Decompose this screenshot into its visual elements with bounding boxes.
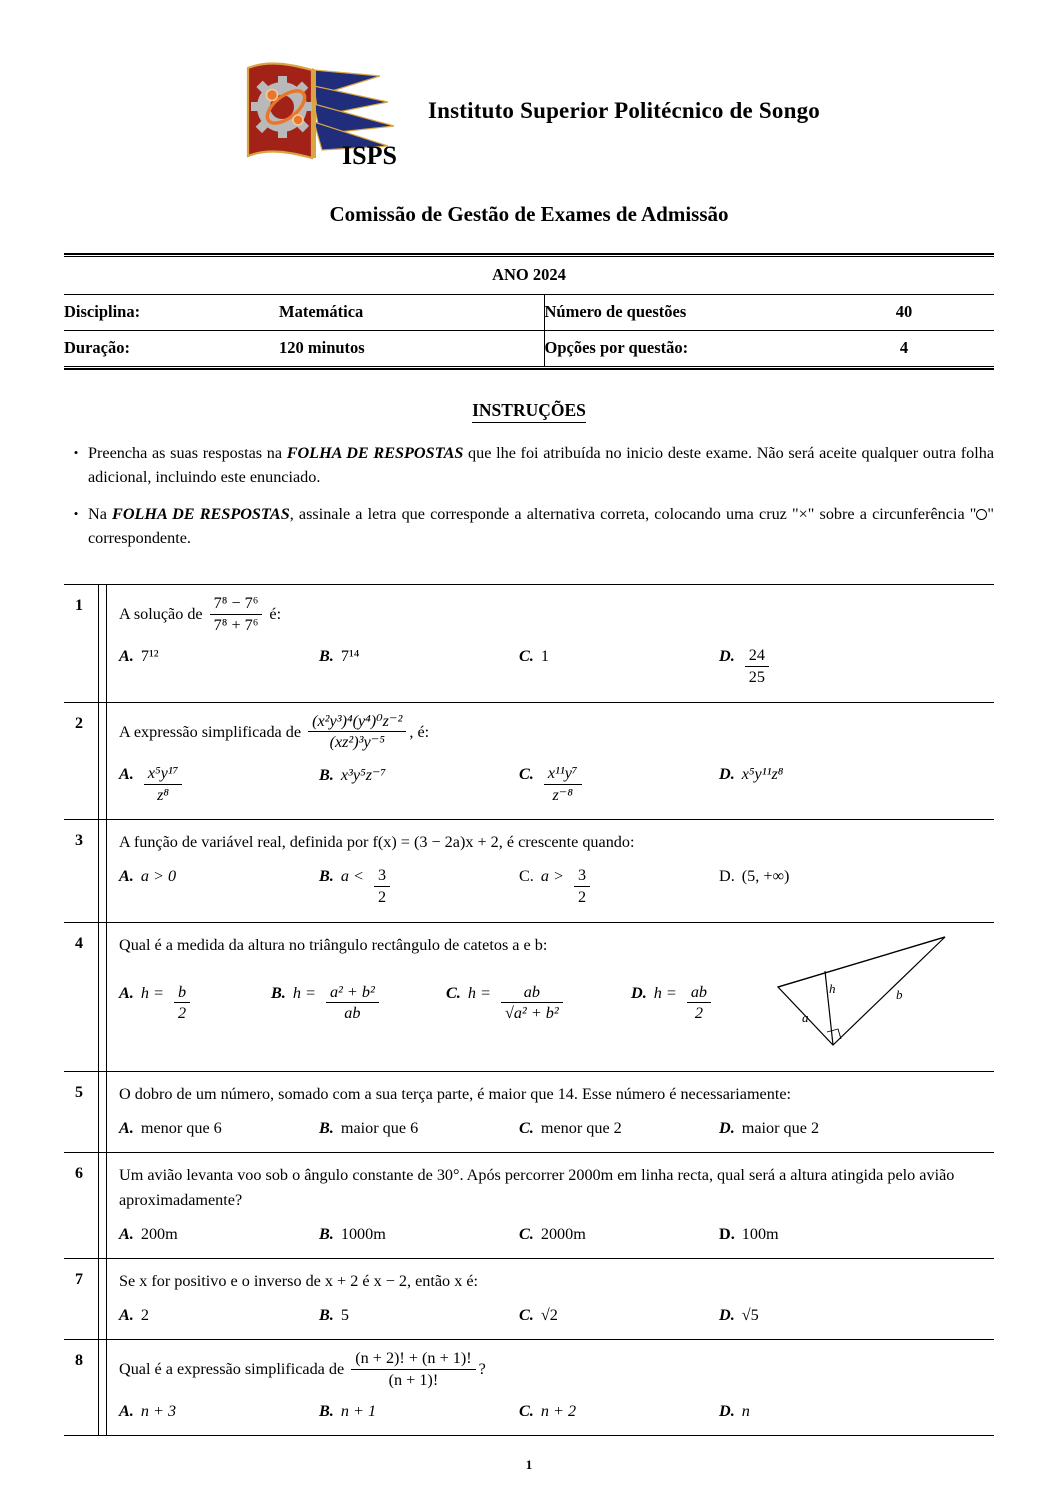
option-c-text: menor que 2 [540, 1118, 622, 1137]
instruction-item-2 [64, 502, 994, 551]
option-a-label: A. [119, 983, 134, 1002]
option-d-numerator: ab [687, 983, 711, 1004]
institution-name: Instituto Superior Politécnico de Songo [427, 98, 820, 123]
option-b-label: B. [319, 1224, 334, 1243]
instruction-2-part-a: Na [88, 504, 113, 523]
option-b-text: a < [340, 867, 364, 886]
instructions-heading-text: INSTRUÇÕES [472, 400, 586, 423]
question-stem: Qual é a medida da altura no triângulo rectângulo de catetos a e b: [119, 935, 548, 954]
option-c-label: C. [519, 647, 534, 666]
options-row [119, 1306, 994, 1325]
option-d[interactable] [719, 867, 919, 907]
triangle-label-a: a [802, 1009, 809, 1025]
options-row [119, 1119, 994, 1138]
question-count-label: Número de questões [544, 295, 814, 330]
duration-label: Duração: [64, 338, 130, 357]
option-a-fraction [144, 764, 182, 804]
option-d[interactable] [719, 1225, 919, 1244]
options-row [119, 1402, 994, 1421]
fraction-numerator: (n + 2)! + (n + 1)! [351, 1349, 475, 1370]
question-stem [119, 1350, 994, 1390]
option-d-text: n [741, 1402, 750, 1421]
option-b[interactable] [319, 867, 519, 907]
bullet-icon: • [73, 445, 79, 460]
option-b[interactable] [319, 1225, 519, 1244]
stem-fraction [210, 594, 263, 634]
question-number: 4 [75, 934, 83, 952]
option-a-text: a > 0 [140, 867, 177, 886]
question-divider [98, 1072, 107, 1152]
duration-value: 120 minutos [279, 338, 365, 357]
question-number: 6 [75, 1164, 83, 1182]
option-c[interactable] [519, 1225, 719, 1244]
option-c-text: a > [540, 867, 564, 886]
question-stem [119, 595, 994, 635]
option-c-denominator: √a² + b² [504, 1004, 559, 1023]
option-a-label: A. [119, 647, 134, 666]
option-b-denominator: ab [344, 1004, 361, 1023]
option-c-numerator: ab [501, 983, 563, 1004]
option-a[interactable] [119, 984, 271, 1024]
fraction-denominator: (n + 1)! [388, 1370, 439, 1389]
option-c-label: C. [519, 1305, 534, 1324]
option-c-text: h = [467, 983, 491, 1002]
option-d-text: 100m [741, 1224, 779, 1243]
instruction-item-1 [64, 441, 994, 490]
triangle-label-h: h [829, 980, 836, 996]
option-a-label: A. [119, 1402, 134, 1421]
question-divider [98, 1259, 107, 1339]
option-b-text: 5 [340, 1305, 349, 1324]
option-c-text: √2 [540, 1305, 558, 1324]
option-b-text: h = [292, 983, 316, 1002]
option-a-denominator: 2 [177, 1004, 187, 1023]
option-b-numerator: a² + b² [326, 983, 379, 1004]
option-d-text: h = [653, 983, 677, 1002]
stem-fraction [308, 712, 406, 752]
option-a-text: h = [140, 983, 164, 1002]
isps-logo [238, 52, 406, 170]
question-number: 2 [75, 714, 83, 732]
option-b[interactable] [319, 1306, 519, 1325]
option-d-label: D. [719, 647, 735, 666]
option-d-text: x⁵y¹¹z⁸ [741, 764, 784, 783]
instructions-list [64, 441, 994, 550]
page-number: 1 [525, 1457, 533, 1472]
question-number: 3 [75, 832, 83, 850]
commission-title: Comissão de Gestão de Exames de Admissão [329, 202, 729, 226]
option-c-label: C. [519, 1402, 534, 1421]
question-row [64, 1152, 994, 1258]
option-b-text: x³y⁵z⁻⁷ [340, 765, 387, 784]
question-row [64, 702, 994, 820]
option-d[interactable] [719, 765, 919, 805]
option-a-text: menor que 6 [140, 1118, 222, 1137]
logo-acronym: ISPS [341, 141, 397, 170]
option-a[interactable] [119, 1119, 319, 1138]
question-divider [98, 923, 107, 1071]
question-row [64, 584, 994, 702]
option-b-label: B. [319, 1305, 334, 1324]
option-a-label: A. [119, 1224, 134, 1243]
option-a[interactable] [119, 647, 319, 687]
option-a-numerator: b [174, 983, 190, 1004]
option-b-label: B. [319, 647, 334, 666]
stem-post: ? [478, 1359, 486, 1378]
option-c-text: 1 [540, 647, 549, 666]
option-c-fraction [574, 866, 590, 906]
stem-pre: A solução de [119, 605, 207, 624]
option-a-label: A. [119, 764, 134, 783]
option-a-label: A. [119, 1305, 134, 1324]
option-b[interactable] [271, 984, 446, 1024]
option-d-label: D. [719, 1305, 735, 1324]
option-b[interactable] [319, 647, 519, 687]
option-b-label: B. [319, 1118, 334, 1137]
option-c[interactable] [446, 984, 631, 1024]
fraction-denominator: (xz²)³y⁻⁵ [329, 733, 385, 752]
table-bottom-rule [64, 366, 994, 370]
option-d-label: D. [719, 1402, 735, 1421]
option-d-label: D. [719, 764, 735, 783]
table-row-discipline-values [64, 295, 994, 330]
option-a-label: A. [119, 867, 134, 886]
option-b-fraction [374, 866, 390, 906]
question-row [64, 922, 994, 1071]
question-number: 1 [75, 597, 83, 615]
option-b-text: n + 1 [340, 1402, 377, 1421]
option-a[interactable] [119, 867, 319, 907]
question-stem: Se x for positivo e o inverso de x + 2 é x − 2, então x é: [119, 1271, 479, 1290]
instruction-2-emphasis: FOLHA DE RESPOSTAS [112, 504, 290, 523]
option-c-fraction [544, 764, 582, 804]
options-row [119, 765, 994, 805]
option-b-fraction [326, 983, 379, 1023]
option-d-label: D. [631, 983, 647, 1002]
option-a-text: 200m [140, 1224, 178, 1243]
option-d-denominator: 25 [748, 668, 765, 687]
option-c-numerator: 3 [574, 866, 590, 887]
option-a-label: A. [119, 1118, 134, 1137]
question-divider [98, 1340, 107, 1435]
question-row [64, 1258, 994, 1339]
question-number: 5 [75, 1083, 83, 1101]
option-d-fraction [745, 646, 769, 686]
options-per-question-label: Opções por questão: [544, 331, 814, 366]
option-d[interactable] [719, 1119, 919, 1138]
option-a-denominator: z⁸ [157, 785, 170, 804]
fraction-numerator: 7⁸ − 7⁶ [210, 594, 263, 615]
option-a-numerator: x⁵y¹⁷ [144, 764, 182, 785]
triangle-label-b: b [896, 986, 903, 1002]
option-c-denominator: 2 [577, 887, 587, 906]
discipline-label: Disciplina: [64, 302, 141, 321]
exam-info-table [64, 253, 994, 370]
option-c[interactable] [519, 647, 719, 687]
instruction-1-text [88, 441, 994, 490]
page-header [0, 0, 1058, 170]
instructions-heading [64, 400, 994, 421]
question-divider [98, 585, 107, 702]
option-a-text: 2 [140, 1305, 149, 1324]
questions-list [64, 584, 994, 1436]
option-d-label: D. [719, 1224, 735, 1243]
question-stem: A função de variável real, definida por f(x) = (3 − 2a)x + 2, é crescente quando: [119, 833, 635, 852]
option-a[interactable] [119, 1306, 319, 1325]
option-d[interactable] [719, 647, 919, 687]
option-a-text: n + 3 [140, 1402, 177, 1421]
option-b-text: maior que 6 [340, 1118, 419, 1137]
question-divider [98, 820, 107, 921]
option-c-fraction [501, 983, 563, 1023]
option-d-denominator: 2 [694, 1004, 703, 1023]
instruction-1-part-a: Preencha as suas respostas na [88, 444, 287, 462]
option-b[interactable] [319, 765, 519, 805]
option-c-denominator: z⁻⁸ [552, 785, 573, 804]
option-c-text: 2000m [540, 1224, 586, 1243]
option-c-label: C. [446, 983, 461, 1002]
option-c-label: C. [519, 867, 534, 886]
option-b-text: 1000m [340, 1224, 386, 1243]
option-a[interactable] [119, 1402, 319, 1421]
option-d-text: (5, +∞) [741, 867, 790, 886]
question-row [64, 1071, 994, 1152]
question-row [64, 1339, 994, 1436]
instruction-1-emphasis: FOLHA DE RESPOSTAS [286, 444, 464, 462]
option-a[interactable] [119, 1225, 319, 1244]
question-stem: O dobro de um número, somado com a sua terça parte, é maior que 14. Esse número é necessariamente: [119, 1084, 791, 1103]
option-d[interactable] [719, 1402, 919, 1421]
option-b-label: B. [319, 1402, 334, 1421]
question-number: 8 [75, 1351, 83, 1369]
option-c-label: C. [519, 764, 534, 783]
options-row [119, 1225, 994, 1244]
option-a-fraction [174, 983, 190, 1023]
instruction-2-part-b: , assinale a letra que corresponde a alternativa correta, colocando uma cruz "×" sobre a circunferência " [289, 504, 977, 523]
option-c[interactable] [519, 1402, 719, 1421]
option-c-label: C. [519, 1118, 534, 1137]
stem-pre: A expressão simplificada de [119, 722, 306, 741]
option-b-numerator: 3 [374, 866, 390, 887]
options-row [119, 867, 994, 907]
option-d-text: √5 [741, 1305, 759, 1324]
question-count-value: 40 [895, 302, 913, 321]
stem-post: é: [265, 605, 282, 624]
fraction-denominator: 7⁸ + 7⁶ [213, 615, 259, 634]
table-row-year [64, 257, 994, 294]
question-divider [98, 703, 107, 820]
option-c[interactable] [519, 1119, 719, 1138]
question-stem: Um avião levanta voo sob o ângulo constante de 30°. Após percorrer 2000m em linha recta, qual será a altura atingida pelo avião aproximadamente? [119, 1165, 955, 1209]
option-a-text: 7¹² [140, 647, 159, 666]
option-a[interactable] [119, 765, 319, 805]
option-c[interactable] [519, 1306, 719, 1325]
option-c[interactable] [519, 765, 719, 805]
option-c-label: C. [519, 1224, 534, 1243]
option-b-label: B. [271, 983, 286, 1002]
option-b-denominator: 2 [377, 887, 387, 906]
options-row [119, 647, 994, 687]
discipline-value: Matemática [279, 302, 364, 321]
option-d-label: D. [719, 1118, 735, 1137]
option-d-numerator: 24 [745, 646, 769, 667]
right-triangle-figure [770, 919, 1000, 1069]
option-c-text: n + 2 [540, 1402, 577, 1421]
circle-icon [976, 509, 987, 520]
option-d[interactable] [719, 1306, 919, 1325]
instruction-2-text [88, 502, 994, 551]
option-d-fraction [687, 983, 711, 1023]
options-per-question-value: 4 [899, 338, 909, 357]
instruction-2-part-c: " correspondente. [88, 504, 995, 547]
stem-post: , é: [409, 722, 430, 741]
question-stem [119, 713, 994, 753]
option-d[interactable] [631, 984, 761, 1024]
option-b-label: B. [319, 765, 334, 784]
bullet-icon-2: • [73, 505, 79, 521]
exam-year: ANO 2024 [492, 265, 566, 284]
option-c[interactable] [519, 867, 719, 907]
stem-pre: Qual é a expressão simplificada de [119, 1359, 349, 1378]
fraction-numerator: (x²y³)⁴(y⁴)⁰z⁻² [308, 712, 406, 733]
stem-fraction [351, 1349, 475, 1389]
option-d-text: maior que 2 [741, 1118, 820, 1137]
option-c-numerator: x¹¹y⁷ [544, 764, 582, 785]
question-number: 7 [75, 1270, 83, 1288]
option-b[interactable] [319, 1402, 519, 1421]
option-b-text: 7¹⁴ [340, 647, 360, 666]
option-b[interactable] [319, 1119, 519, 1138]
option-d-label: D. [719, 867, 735, 886]
question-row [64, 819, 994, 921]
option-b-label: B. [319, 867, 334, 886]
question-divider [98, 1153, 107, 1258]
instruction-1-part-b: que lhe foi atribuída no inicio deste exame. Não será aceite qualquer outra folha adicional, incluindo este enunciado. [88, 444, 995, 487]
table-row-duration [64, 331, 994, 366]
